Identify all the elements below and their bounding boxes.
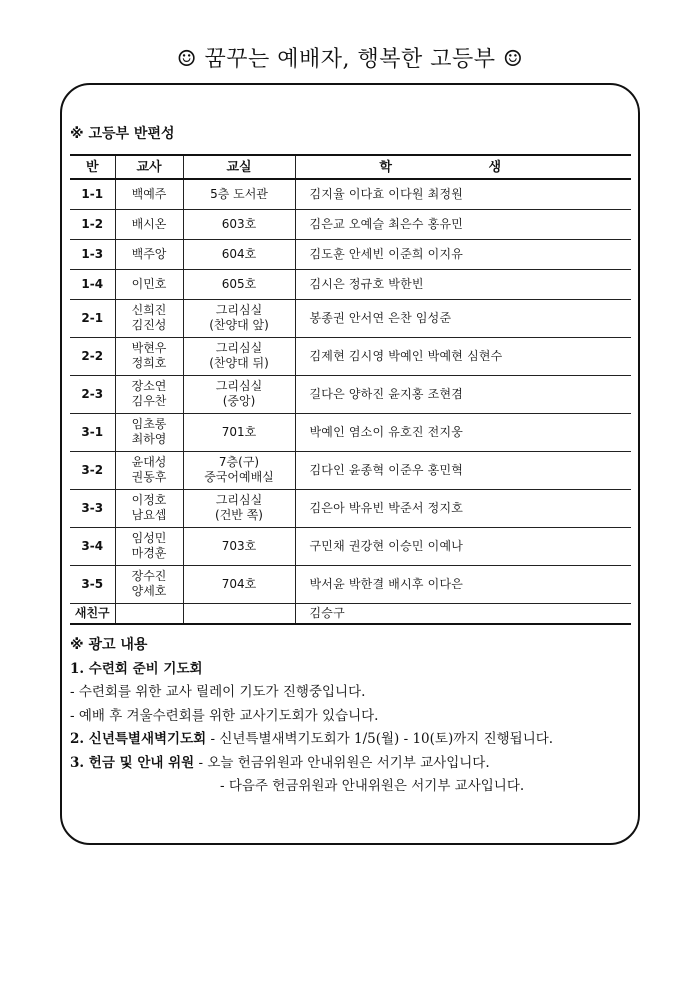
teacher-name: 장소연 [131,379,167,393]
cell-students: 김제현 김시영 박예인 박예현 심현수 [295,337,631,375]
table-header-row [70,155,631,179]
room-line: 605호 [221,276,257,291]
table-row [70,527,631,565]
cell-students: 박예인 염소이 유호진 전지웅 [295,413,631,451]
cell-teacher [115,209,183,239]
teacher-name: 박현우 [131,341,167,355]
cell-teacher [115,603,183,624]
teacher-name: 백예주 [131,186,167,201]
header-students: 학 생 [295,155,631,179]
cell-room [183,269,295,299]
table-row [70,375,631,413]
teacher-name: 윤대성 [131,455,167,469]
notice-item-1-line-1: - 수련회를 위한 교사 릴레이 기도가 진행중입니다. [70,684,366,700]
cell-teacher [115,527,183,565]
cell-teacher [115,299,183,337]
cell-students: 김다인 윤종혁 이준우 홍민혁 [295,451,631,489]
cell-students: 길다은 양하진 윤지홍 조현겸 [295,375,631,413]
cell-students: 김은아 박유빈 박준서 정지호 [295,489,631,527]
cell-room [183,239,295,269]
cell-room [183,413,295,451]
table-row [70,565,631,603]
cell-room [183,565,295,603]
roster-body [70,179,631,624]
teacher-name: 김우찬 [131,394,167,408]
teacher-name: 이정호 [131,493,167,507]
cell-teacher [115,451,183,489]
teacher-name: 최하영 [131,432,167,446]
room-line: (중앙) [222,394,256,408]
notice-item-3-line-2: - 다음주 헌금위원과 안내위원은 서기부 교사입니다. [220,778,525,794]
room-line: 그리심실 [215,303,263,317]
notice-item-3-text: - 오늘 헌금위원과 안내위원은 서기부 교사입니다. [194,754,490,771]
teacher-name: 권동후 [131,470,167,484]
table-row [70,299,631,337]
cell-students: 김승구 [295,603,631,624]
header-teacher: 교사 [115,155,183,179]
cell-room [183,489,295,527]
roster-section-title: ※ 고등부 반편성 [70,126,175,142]
notice-item-1-line-2: - 예배 후 겨울수련회를 위한 교사기도회가 있습니다. [70,707,379,724]
cell-ban: 2-2 [70,337,115,375]
teacher-name: 임성민 [131,531,167,545]
room-line: 7층(구) [218,455,260,469]
cell-ban: 3-4 [70,527,115,565]
cell-teacher [115,269,183,299]
cell-students: 김지율 이다효 이다원 최정원 [295,179,631,209]
teacher-name: 김진성 [131,318,167,332]
room-line: (찬양대 앞) [209,318,269,332]
notice-item-2-heading: 2. 신년특별새벽기도회 [70,731,207,747]
cell-ban: 1-2 [70,209,115,239]
notices-section [70,634,630,799]
teacher-name: 신희진 [131,303,167,317]
header-room: 교실 [183,155,295,179]
teacher-name: 양세호 [131,584,167,598]
notice-item-2-text: - 신년특별새벽기도회가 1/5(월) - 10(토)까지 진행됩니다. [206,731,554,747]
cell-ban: 새친구 [70,603,115,624]
notice-item-3 [70,752,630,776]
room-line: 701호 [221,424,257,439]
room-line: 그리심실 [215,493,263,507]
teacher-name: 백주앙 [131,246,167,261]
cell-students: 박서윤 박한결 배시후 이다은 [295,565,631,603]
room-line: 704호 [221,576,257,591]
cell-ban: 2-1 [70,299,115,337]
room-line: 604호 [221,246,257,261]
table-row [70,337,631,375]
cell-teacher [115,489,183,527]
cell-room [183,603,295,624]
cell-room [183,527,295,565]
room-line: 그리심실 [215,341,263,355]
notice-item-1-title [70,658,630,682]
cell-teacher [115,239,183,269]
cell-ban: 1-1 [70,179,115,209]
room-line: 5층 도서관 [210,186,268,201]
cell-room [183,209,295,239]
cell-ban: 2-3 [70,375,115,413]
cell-students: 구민채 권강현 이승민 이예나 [295,527,631,565]
room-line: (건반 쪽) [215,508,263,522]
teacher-name: 정희호 [131,356,167,370]
table-row [70,413,631,451]
room-line: (찬양대 뒤) [209,356,269,370]
cell-ban: 3-3 [70,489,115,527]
cell-room [183,179,295,209]
cell-ban: 1-3 [70,239,115,269]
page-title: ☺ 꿈꾸는 예배자, 행복한 고등부 ☺ [176,47,524,72]
header-ban: 반 [70,155,115,179]
cell-teacher [115,565,183,603]
notice-item-3-heading: 3. 헌금 및 안내 위원 [70,754,195,771]
cell-room [183,337,295,375]
teacher-name: 이민호 [131,276,167,291]
cell-room [183,451,295,489]
cell-students: 김도훈 안세빈 이준희 이지유 [295,239,631,269]
notices-section-title: ※ 광고 내용 [70,637,148,653]
cell-ban: 1-4 [70,269,115,299]
teacher-name: 마경훈 [131,546,167,560]
cell-students: 김시은 정규호 박한빈 [295,269,631,299]
table-row [70,209,631,239]
cell-ban: 3-5 [70,565,115,603]
table-row [70,489,631,527]
cell-students: 김은교 오예슬 최은수 홍유민 [295,209,631,239]
teacher-name: 임초롱 [131,417,167,431]
room-line: 703호 [221,538,257,553]
room-line: 그리심실 [215,379,263,393]
notice-item-2 [70,728,630,752]
cell-teacher [115,337,183,375]
class-roster-table [70,154,631,625]
teacher-name: 배시온 [131,216,167,231]
teacher-name: 남요셉 [131,508,167,522]
cell-teacher [115,375,183,413]
cell-ban: 3-1 [70,413,115,451]
room-line: 603호 [221,216,257,231]
table-row [70,603,631,624]
table-row [70,269,631,299]
teacher-name: 장수진 [131,569,167,583]
cell-teacher [115,179,183,209]
cell-room [183,375,295,413]
cell-students: 봉종권 안서연 은찬 임성준 [295,299,631,337]
table-row [70,179,631,209]
cell-room [183,299,295,337]
cell-ban: 3-2 [70,451,115,489]
table-row [70,239,631,269]
cell-teacher [115,413,183,451]
notice-item-1-heading: 1. 수련회 준비 기도회 [70,660,203,677]
room-line: 중국어예배실 [204,470,274,484]
table-row [70,451,631,489]
